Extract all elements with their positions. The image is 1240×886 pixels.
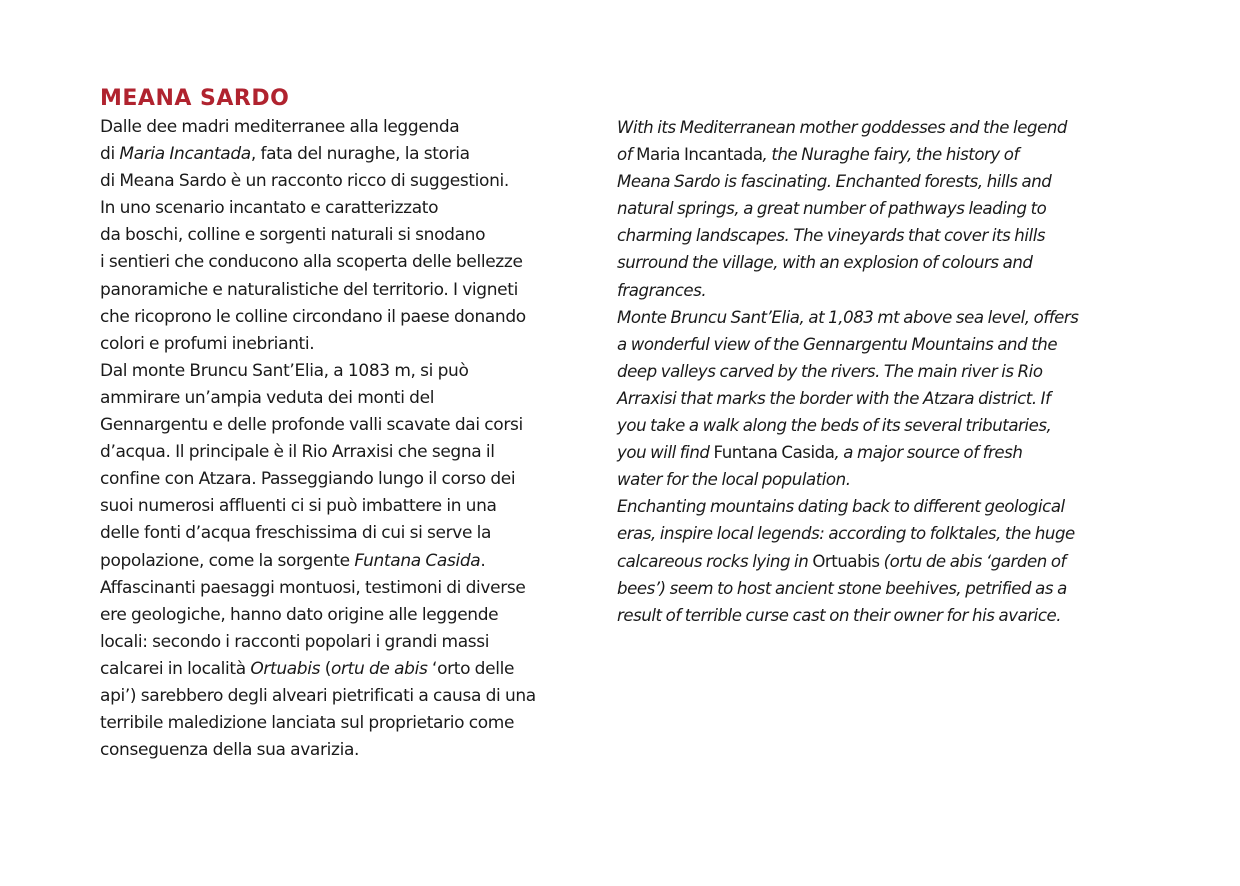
english-text-column [617, 114, 1137, 629]
text-run: , the Nuraghe fairy, the history of [762, 145, 1019, 165]
text-run: you take a walk along the beds of its several tributaries, [617, 416, 1052, 436]
italian-text-line [100, 656, 600, 683]
english-text-line [617, 548, 1137, 575]
text-run: colori e profumi inebrianti. [100, 333, 315, 354]
english-text-line [617, 602, 1137, 629]
italian-text-line [100, 114, 600, 141]
italian-text-line [100, 629, 600, 656]
english-text-line [617, 358, 1137, 385]
text-run: (ortu de abis ‘garden of [879, 551, 1066, 571]
text-run: Arraxisi that marks the border with the Atzara district. If [617, 388, 1051, 408]
english-text-line [617, 222, 1137, 249]
text-run: In uno scenario incantato e caratterizzato [100, 198, 439, 219]
italian-text-line [100, 249, 600, 276]
text-run: , a major source of fresh [834, 443, 1023, 463]
english-text-line [617, 466, 1137, 493]
text-run: ammirare un’ampia veduta dei monti del [100, 387, 435, 408]
italian-text-line [100, 466, 600, 493]
text-run: calcarei in località [100, 658, 251, 679]
text-run: panoramiche e naturalistiche del territorio. I vigneti [100, 279, 518, 300]
italian-text-line [100, 277, 600, 304]
italian-text-line [100, 304, 600, 331]
italian-text-line [100, 575, 600, 602]
emphasized-term: Funtana Casida [713, 443, 835, 463]
text-run: With its Mediterranean mother goddesses and the legend [617, 118, 1067, 137]
english-text-line [617, 168, 1137, 195]
text-run: Dalle dee madri mediterranee alla leggenda [100, 117, 460, 137]
text-run: you will find [617, 443, 714, 463]
text-run: api’) sarebbero degli alveari pietrificati a causa di una [100, 685, 536, 706]
english-text-line [617, 385, 1137, 412]
english-text-line [617, 249, 1137, 276]
english-text-line [617, 575, 1137, 602]
text-run: suoi numerosi affluenti ci si può imbattere in una [100, 496, 497, 517]
text-run: i sentieri che conducono alla scoperta delle bellezze [100, 252, 523, 273]
italian-text-column [100, 114, 600, 764]
english-text-line [617, 304, 1137, 331]
emphasized-term: ortu de abis [330, 658, 428, 679]
text-run: surround the village, with an explosion of colours and [617, 253, 1033, 273]
text-run: . [480, 550, 486, 571]
text-run: d’acqua. Il principale è il Rio Arraxisi che segna il [100, 442, 495, 463]
italian-text-line [100, 548, 600, 575]
emphasized-term: Funtana Casida [354, 550, 481, 571]
italian-text-line [100, 520, 600, 547]
text-run: da boschi, colline e sorgenti naturali si snodano [100, 225, 486, 246]
text-run: result of terrible curse cast on their owner for his avarice. [617, 605, 1062, 625]
text-run: popolazione, come la sorgente [100, 550, 355, 571]
text-run: charming landscapes. The vineyards that cover its hills [617, 226, 1046, 246]
emphasized-term: Maria Incantada [636, 145, 763, 165]
text-run: Affascinanti paesaggi montuosi, testimoni di diverse [100, 577, 526, 598]
italian-text-line [100, 710, 600, 737]
english-text-line [617, 412, 1137, 439]
text-run: fragrances. [617, 280, 707, 300]
text-run: water for the local population. [617, 470, 851, 490]
text-run: che ricoprono le colline circondano il paese donando [100, 306, 526, 327]
italian-text-line [100, 358, 600, 385]
text-run: locali: secondo i racconti popolari i grandi massi [100, 631, 490, 652]
text-run: deep valleys carved by the rivers. The main river is Rio [617, 361, 1043, 381]
italian-text-line [100, 439, 600, 466]
page-title: MEANA SARDO [100, 86, 290, 111]
text-run: calcareous rocks lying in [617, 551, 813, 571]
text-run: confine con Atzara. Passeggiando lungo il corso dei [100, 469, 516, 490]
text-run: natural springs, a great number of pathways leading to [617, 199, 1047, 219]
text-run: di [100, 144, 120, 165]
text-run: Gennargentu e delle profonde valli scavate dai corsi [100, 415, 523, 436]
italian-text-line [100, 737, 600, 764]
text-run: terribile maledizione lanciata sul proprietario come [100, 713, 515, 734]
italian-text-line [100, 385, 600, 412]
italian-text-line [100, 195, 600, 222]
italian-text-line [100, 602, 600, 629]
italian-text-line [100, 683, 600, 710]
text-run: delle fonti d’acqua freschissima di cui si serve la [100, 523, 492, 544]
text-run: conseguenza della sua avarizia. [100, 740, 360, 761]
text-run: di Meana Sardo è un racconto ricco di suggestioni. [100, 171, 509, 192]
italian-text-line [100, 412, 600, 439]
english-text-line [617, 141, 1137, 168]
text-run: bees’) seem to host ancient stone beehives, petrified as a [617, 578, 1067, 598]
english-text-line [617, 331, 1137, 358]
text-run: ( [320, 658, 331, 679]
italian-text-line [100, 168, 600, 195]
text-run: , fata del nuraghe, la storia [250, 144, 470, 165]
italian-text-line [100, 493, 600, 520]
text-run: ‘orto delle [427, 658, 515, 679]
emphasized-term: Ortuabis [812, 551, 880, 571]
english-text-line [617, 493, 1137, 520]
emphasized-term: Ortuabis [250, 658, 321, 679]
text-run: Enchanting mountains dating back to different geological [617, 497, 1065, 517]
english-text-line [617, 277, 1137, 304]
italian-text-line [100, 222, 600, 249]
emphasized-term: Maria Incantada [119, 144, 251, 165]
text-run: eras, inspire local legends: according to folktales, the huge [617, 524, 1075, 544]
english-text-line [617, 114, 1137, 141]
text-run: Meana Sardo is fascinating. Enchanted forests, hills and [617, 172, 1052, 192]
italian-text-line [100, 331, 600, 358]
italian-text-line [100, 141, 600, 168]
english-text-line [617, 195, 1137, 222]
text-run: ere geologiche, hanno dato origine alle leggende [100, 604, 499, 625]
english-text-line [617, 520, 1137, 547]
text-run: of [617, 145, 637, 165]
text-run: Dal monte Bruncu Sant’Elia, a 1083 m, si può [100, 360, 469, 381]
text-run: a wonderful view of the Gennargentu Mountains and the [617, 334, 1058, 354]
text-run: Monte Bruncu Sant’Elia, at 1,083 mt above sea level, offers [617, 307, 1079, 327]
english-text-line [617, 439, 1137, 466]
